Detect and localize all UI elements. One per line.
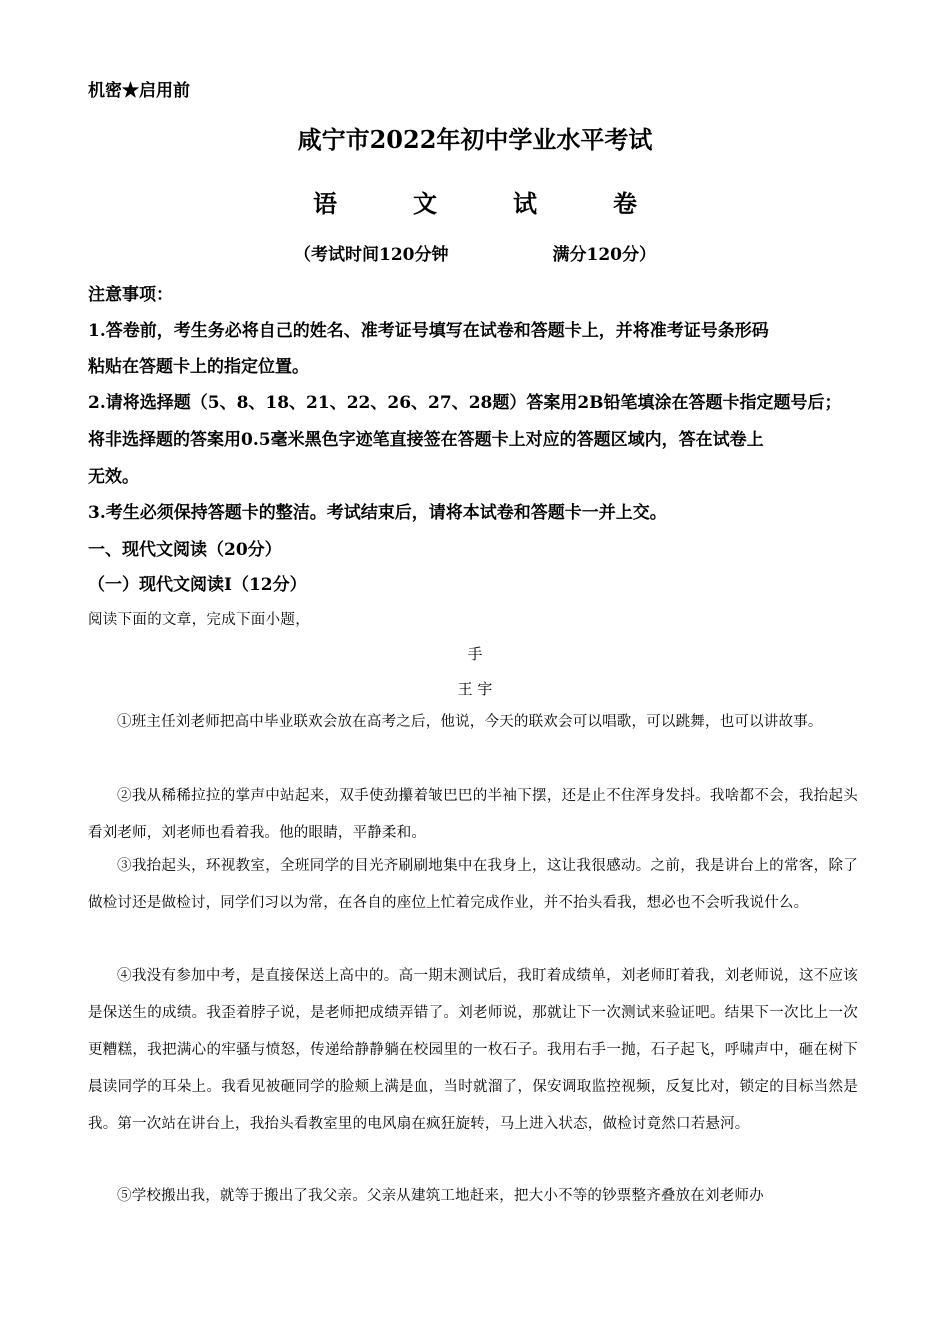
subject-char: 语 bbox=[313, 189, 337, 218]
exam-duration: （考试时间120分钟 bbox=[294, 245, 449, 265]
story-paragraph-3: ③我抬起头，环视教室，全班同学的目光齐刷刷地集中在我身上，这让我很感动。之前，我是讲台上的常客，除了做检讨还是做检讨，同学们习以为常，在各自的座位上忙着完成作业，并不抬头看我，想必也不会听我说什么。 bbox=[88, 858, 858, 911]
story-author: 王 宇 bbox=[457, 680, 493, 698]
subject-title bbox=[0, 184, 950, 219]
notice-heading: 注意事项： bbox=[88, 285, 173, 305]
subject-char: 文 bbox=[413, 189, 437, 218]
story-paragraph-1: ①班主任刘老师把高中毕业联欢会放在高考之后，他说，今天的联欢会可以唱歌，可以跳舞，也可以讲故事。 bbox=[117, 714, 823, 730]
notice-line: 3.考生必须保持答题卡的整洁。考试结束后，请将本试卷和答题卡一并上交。 bbox=[88, 503, 667, 523]
story-title: 手 bbox=[467, 645, 483, 663]
notice-line: 2.请将选择题（5、8、18、21、22、26、27、28题）答案用2B铅笔填涂在答题卡指定题号后； bbox=[88, 393, 842, 413]
story-paragraph-2: ②我从稀稀拉拉的掌声中站起来，双手使劲攥着皱巴巴的半袖下摆，还是止不住浑身发抖。我啥都不会，我抬起头看刘老师，刘老师也看着我。他的眼睛，平静柔和。 bbox=[88, 788, 858, 841]
exam-full-score: 满分120分） bbox=[552, 245, 656, 265]
story-paragraph-5: ⑤学校搬出我，就等于搬出了我父亲。父亲从建筑工地赶来，把大小不等的钞票整齐叠放在刘老师办 bbox=[117, 1188, 764, 1204]
notice-line: 将非选择题的答案用0.5毫米黑色字迹笔直接签在答题卡上对应的答题区域内，答在试卷上 bbox=[88, 430, 764, 450]
notice-line: 1.答卷前，考生务必将自己的姓名、准考证号填写在试卷和答题卡上，并将准考证号条形码 bbox=[88, 321, 769, 341]
subject-char: 卷 bbox=[613, 189, 637, 218]
sub-section-title: （一）现代文阅读Ⅰ（12分） bbox=[88, 575, 307, 595]
part-title: 一、现代文阅读（20分） bbox=[88, 540, 282, 560]
reading-instruction: 阅读下面的文章，完成下面小题， bbox=[88, 612, 310, 628]
notice-line: 无效。 bbox=[88, 467, 139, 487]
subject-char: 试 bbox=[513, 189, 537, 218]
confidential-label: 机密★启用前 bbox=[88, 81, 190, 101]
exam-time-info bbox=[0, 240, 950, 265]
notice-line: 粘贴在答题卡上的指定位置。 bbox=[88, 357, 309, 377]
story-paragraph-4: ④我没有参加中考，是直接保送上高中的。高一期末测试后，我盯着成绩单，刘老师盯着我，刘老师说，这不应该是保送生的成绩。我歪着脖子说，是老师把成绩弄错了。刘老师说，那就让下一次测试来验证吧。结果下一次比上一次更糟糕，我把满心的牢骚与愤怒，传递给静静躺在校园里的一枚石子。我用右手一抛，石子起飞，呼啸声中，砸在树下晨读同学的耳朵上。我看见被砸同学的脸颊上满是血，当时就溜了，保安调取监控视频，反复比对，锁定的目标当然是我。第一次站在讲台上，我抬头看教室里的电风扇在疯狂旋转，马上进入状态，做检讨竟然口若悬河。 bbox=[88, 968, 858, 1132]
exam-title: 咸宁市2022年初中学业水平考试 bbox=[297, 125, 653, 154]
